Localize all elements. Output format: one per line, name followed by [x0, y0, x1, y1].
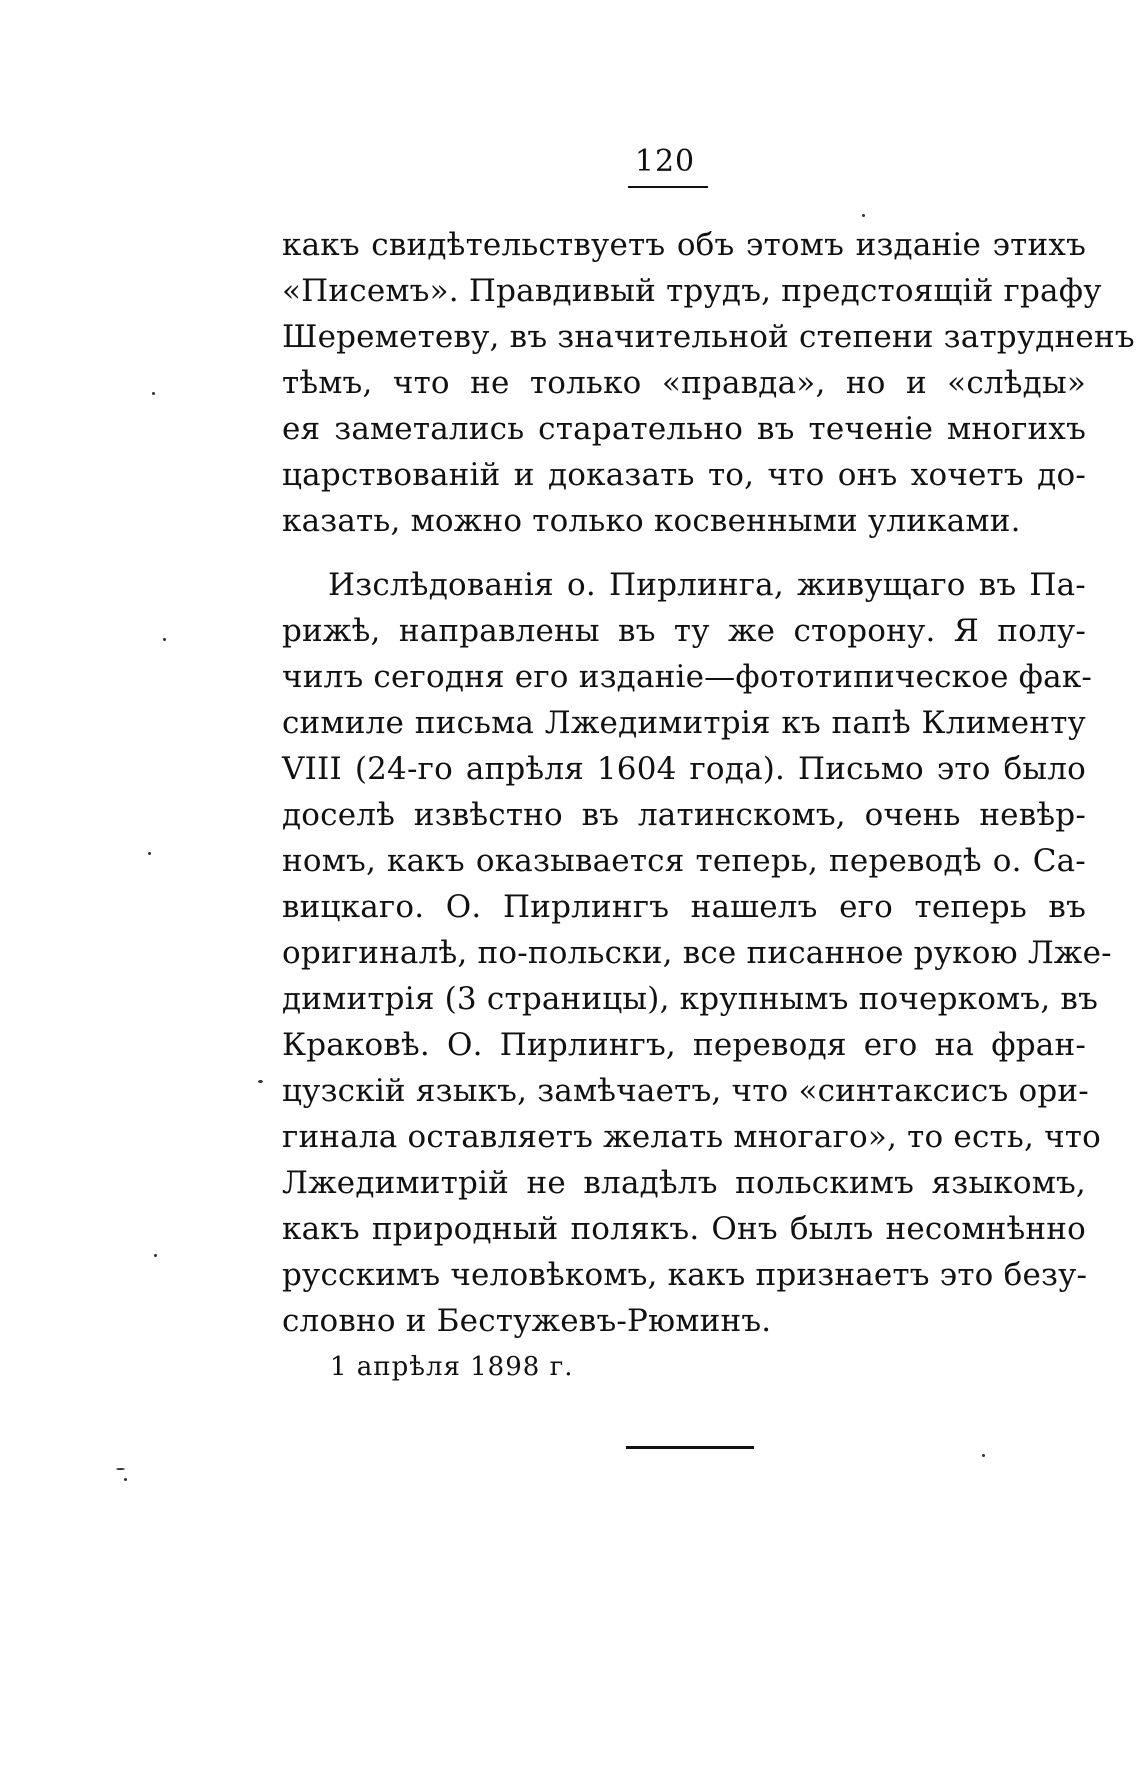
- text-line: царствованій и доказать то, что онъ хочетъ до-: [282, 457, 1086, 493]
- text-line: Изслѣдованія о. Пирлинга, живущаго въ Па-: [328, 567, 1086, 603]
- page-number: 120: [634, 144, 696, 179]
- speck: [982, 1454, 985, 1457]
- text-line: Лжедимитрій не владѣлъ польскимъ языкомъ,: [282, 1165, 1086, 1201]
- text-line: Шереметеву, въ значительной степени затрудненъ: [282, 319, 1135, 355]
- text-line: гинала оставляетъ желать многаго», то есть, что: [282, 1119, 1101, 1155]
- text-line: доселѣ извѣстно въ латинскомъ, очень невѣр-: [282, 797, 1086, 833]
- speck: [148, 852, 151, 855]
- text-line: оригиналѣ, по-польски, все писанное рукою Лже-: [282, 935, 1112, 971]
- text-line: «Писемъ». Правдивый трудъ, предстоящій графу: [282, 273, 1102, 309]
- text-line: димитрія (3 страницы), крупнымъ почеркомъ, въ: [282, 981, 1098, 1017]
- paragraph-1: [282, 222, 1135, 544]
- speck: [862, 214, 865, 217]
- date-signature: 1 апрѣля 1898 г.: [330, 1352, 574, 1382]
- speck: [116, 1468, 125, 1470]
- text-line: Краковѣ. О. Пирлингъ, переводя его на фран-: [282, 1027, 1086, 1063]
- text-line: VIII (24-го апрѣля 1604 года). Письмо это было: [282, 751, 1086, 787]
- text-line: русскимъ человѣкомъ, какъ признаетъ это безу-: [282, 1257, 1088, 1293]
- text-line: симиле письма Лжедимитрія къ папѣ Клименту: [282, 705, 1086, 741]
- speck: [152, 392, 155, 395]
- page-number-underline: [628, 186, 708, 188]
- text-line: цузскій языкъ, замѣчаетъ, что «синтаксисъ ори-: [282, 1073, 1089, 1109]
- text-line: рижѣ, направлены въ ту же сторону. Я полу-: [282, 613, 1086, 649]
- text-line: словно и Бестужевъ-Рюминъ.: [282, 1303, 772, 1339]
- text-line: вицкаго. О. Пирлингъ нашелъ его теперь въ: [282, 889, 1086, 925]
- text-line: какъ природный полякъ. Онъ былъ несомнѣнно: [282, 1211, 1086, 1247]
- text-line: номъ, какъ оказывается теперь, переводѣ о. Са-: [282, 843, 1086, 879]
- speck: [258, 1080, 263, 1083]
- speck: [154, 1254, 157, 1257]
- speck: [163, 638, 166, 641]
- text-line: чилъ сегодня его изданіе—фототипическое фак-: [282, 659, 1093, 695]
- end-rule: [626, 1446, 754, 1449]
- text-line: какъ свидѣтельствуетъ объ этомъ изданіе этихъ: [282, 227, 1086, 263]
- speck: [124, 1478, 127, 1481]
- paragraph-2: [282, 562, 1112, 1344]
- text-line: казать, можно только косвенными уликами.: [282, 503, 1021, 539]
- text-line: тѣмъ, что не только «правда», но и «слѣды»: [282, 365, 1086, 401]
- text-line: ея заметались старательно въ теченіе многихъ: [282, 411, 1086, 447]
- paragraph-gap: [282, 544, 1086, 562]
- body-text: [282, 222, 1135, 1344]
